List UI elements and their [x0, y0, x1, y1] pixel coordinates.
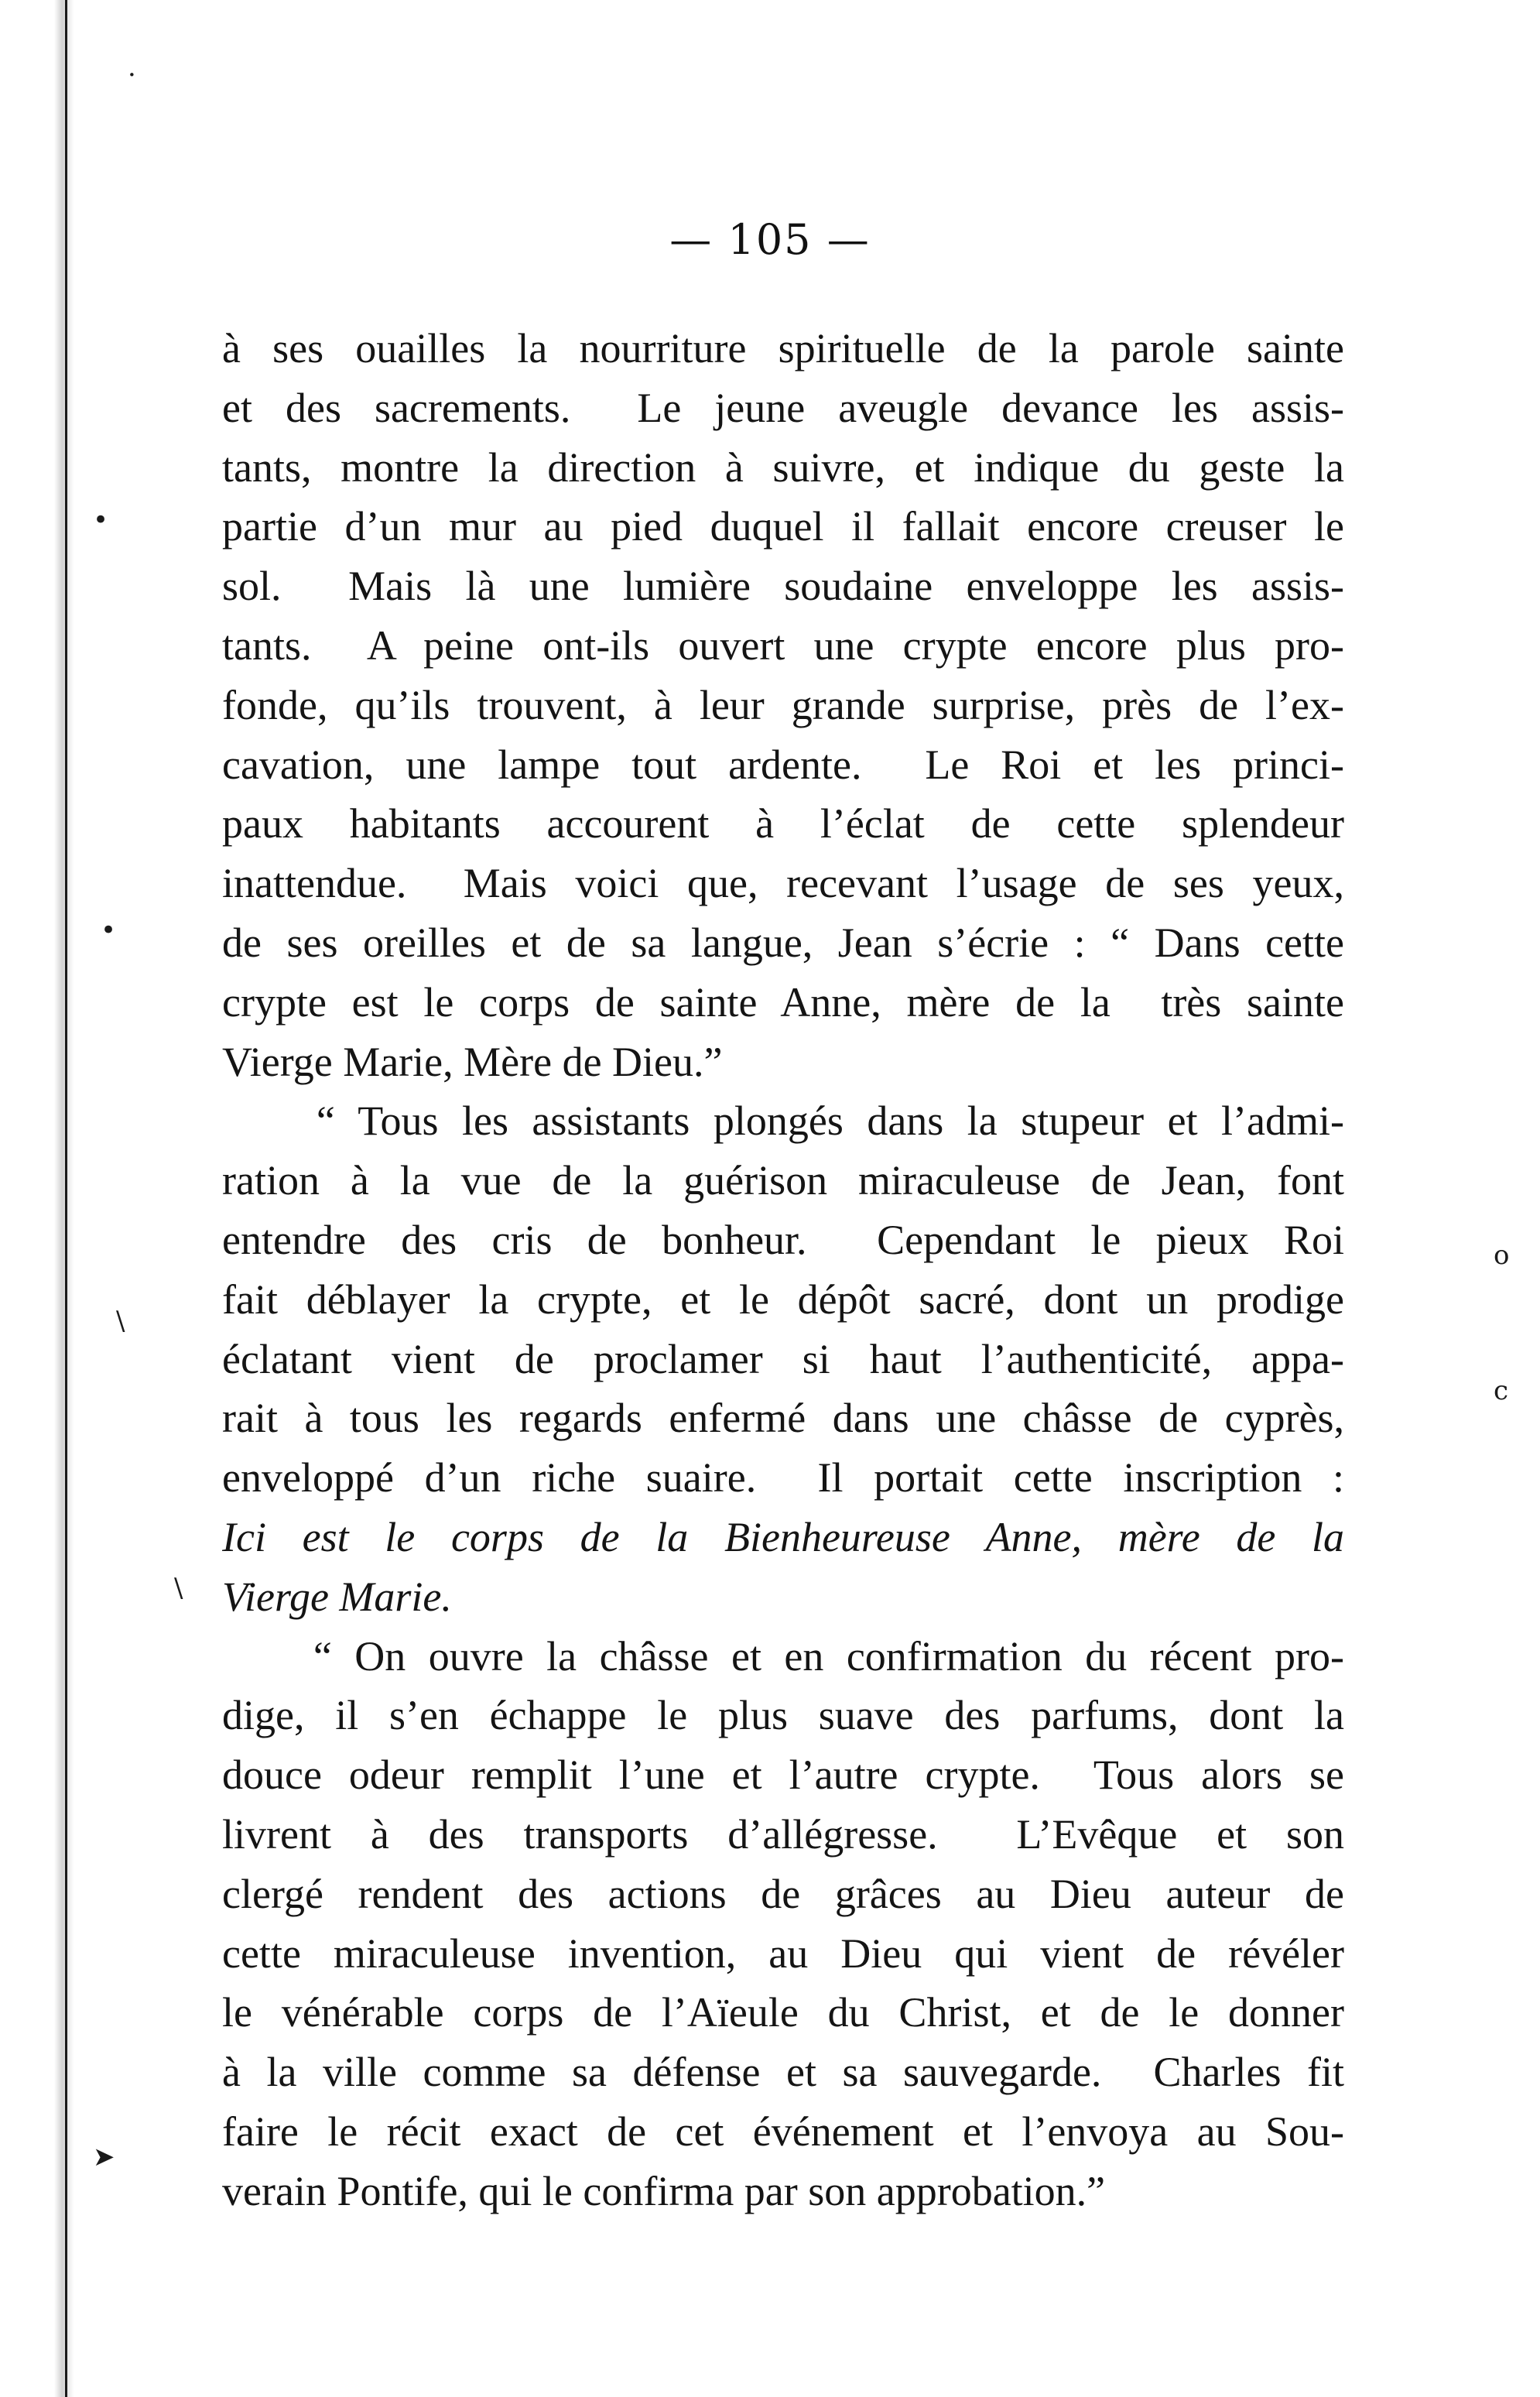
- text-line: “ On ouvre la châsse et en confirmation du récent pro-: [222, 1632, 1344, 1680]
- text-line: enveloppé d’un riche suaire. Il portait cette inscription :: [222, 1454, 1344, 1502]
- text-line: ration à la vue de la guérison miraculeuse de Jean, font: [222, 1157, 1344, 1204]
- text-line: rait à tous les regards enfermé dans une châsse de cyprès,: [222, 1395, 1344, 1442]
- text-line: partie d’un mur au pied duquel il fallait encore creuser le: [222, 503, 1344, 550]
- text-line: fait déblayer la crypte, et le dépôt sacré, dont un prodige: [222, 1276, 1344, 1323]
- text-line: livrent à des transports d’allégresse. L’Evêque et son: [222, 1810, 1344, 1858]
- scan-speck: \: [174, 1573, 183, 1604]
- text-line: cette miraculeuse invention, au Dieu qui vient de révéler: [222, 1930, 1344, 1977]
- text-line: sol. Mais là une lumière soudaine enveloppe les assis-: [222, 563, 1344, 610]
- scan-speck: •: [101, 915, 117, 946]
- scan-speck: \: [116, 1306, 125, 1337]
- text-line: Ici est le corps de la Bienheureuse Anne, mère de la: [222, 1513, 1344, 1560]
- scan-speck: ·: [128, 60, 136, 91]
- text-line: verain Pontife, qui le confirma par son approbation.”: [222, 2167, 1106, 2214]
- text-line: cavation, une lampe tout ardente. Le Roi et les princi-: [222, 741, 1344, 788]
- text-line: clergé rendent des actions de grâces au Dieu auteur de: [222, 1870, 1344, 1917]
- text-line: “ Tous les assistants plongés dans la stupeur et l’admi-: [222, 1097, 1344, 1145]
- text-line: à la ville comme sa défense et sa sauvegarde. Charles fit: [222, 2049, 1344, 2096]
- text-line: crypte est le corps de sainte Anne, mère de la très sainte: [222, 978, 1344, 1026]
- text-line: tants, montre la direction à suivre, et indique du geste la: [222, 443, 1344, 491]
- text-line: tants. A peine ont-ils ouvert une crypte encore plus pro-: [222, 622, 1344, 669]
- text-line: éclatant vient de proclamer si haut l’authenticité, appa-: [222, 1335, 1344, 1382]
- text-line: Vierge Marie, Mère de Dieu.”: [222, 1038, 723, 1085]
- text-line: dige, il s’en échappe le plus suave des parfums, dont la: [222, 1692, 1344, 1739]
- scan-speck: •: [93, 505, 109, 536]
- text-line: paux habitants accourent à l’éclat de cette splendeur: [222, 800, 1344, 848]
- text-line: Vierge Marie.: [222, 1573, 452, 1620]
- text-line: fonde, qu’ils trouvent, à leur grande surprise, près de l’ex-: [222, 681, 1344, 728]
- scan-speck: ➤: [93, 2142, 115, 2173]
- page-number: — 105 —: [669, 215, 871, 264]
- scan-speck: o: [1494, 1240, 1510, 1271]
- scan-speck: c: [1494, 1375, 1509, 1406]
- text-line: inattendue. Mais voici que, recevant l’usage de ses yeux,: [222, 860, 1344, 907]
- text-line: douce odeur remplit l’une et l’autre crypte. Tous alors se: [222, 1752, 1344, 1799]
- text-line: faire le récit exact de cet événement et l’envoya au Sou-: [222, 2108, 1344, 2155]
- text-line: et des sacrements. Le jeune aveugle devance les assis-: [222, 384, 1344, 431]
- binding-gutter-shadow: [54, 0, 74, 2397]
- text-line: entendre des cris de bonheur. Cependant le pieux Roi: [222, 1216, 1344, 1263]
- text-line: de ses oreilles et de sa langue, Jean s’écrie : “ Dans cette: [222, 919, 1344, 966]
- text-line: le vénérable corps de l’Aïeule du Christ, et de le donner: [222, 1989, 1344, 2036]
- text-line: à ses ouailles la nourriture spirituelle de la parole sainte: [222, 325, 1344, 372]
- binding-edge-line: [65, 0, 67, 2397]
- body-text: [222, 319, 1344, 2221]
